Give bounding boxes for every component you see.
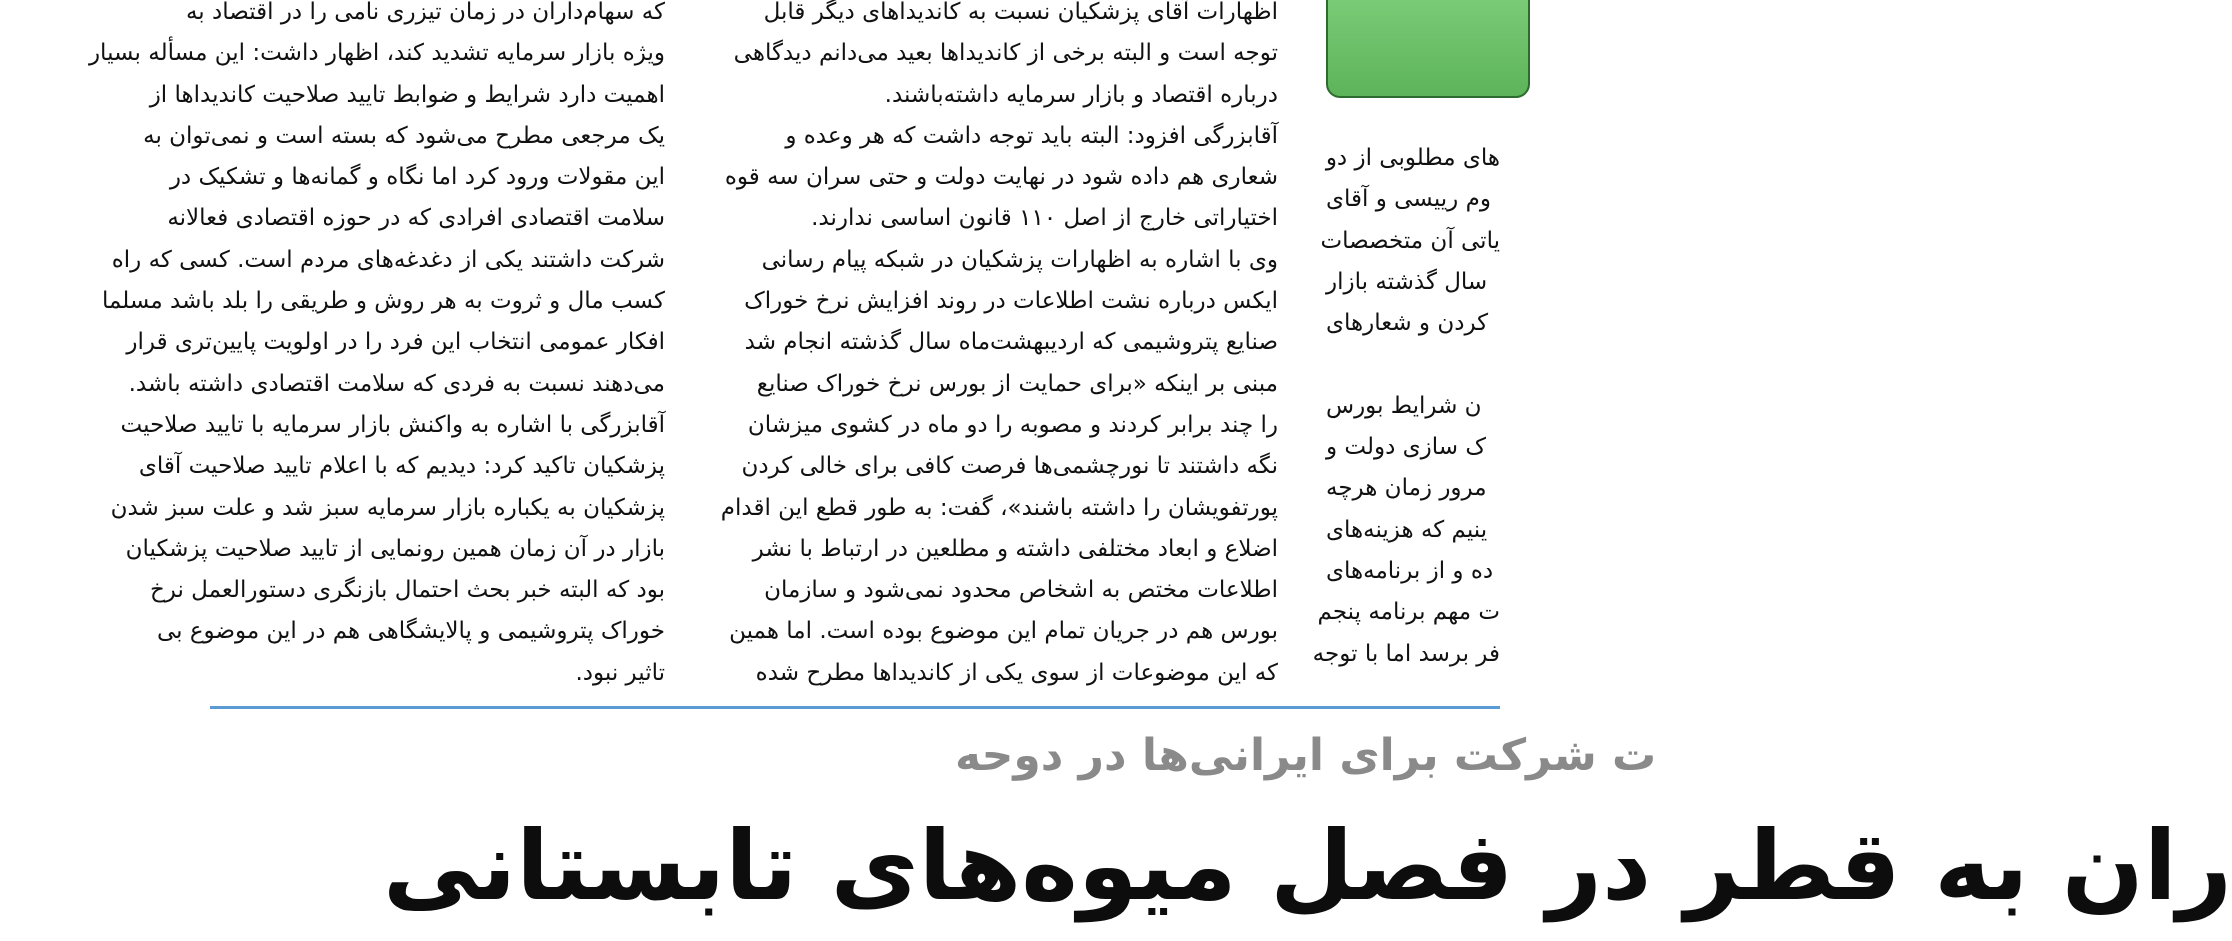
article-column-middle [712, 0, 1278, 694]
text-line: یک مرجعی مطرح می‌شود که بسته است و نمی‌توان به [143, 122, 665, 149]
text-line: های مطلوبی از دو [1325, 145, 1500, 171]
text-line: اختیاراتی خارج از اصل ۱۱۰ قانون اساسی ندارند. [811, 205, 1278, 232]
text-line: شرکت داشتند یکی از دغدغه‌های مردم است. کسی که راه [111, 246, 665, 273]
text-line: افکار عمومی انتخاب این فرد را در اولویت پایین‌تری قرار [126, 329, 665, 356]
text-line: آقابزرگی با اشاره به واکنش بازار سرمایه با تایید صلاحیت [120, 411, 665, 438]
text-line: صنایع پتروشیمی که اردیبهشت‌ماه سال گذشته انجام شد [744, 329, 1278, 356]
article-column-left [88, 0, 665, 694]
text-line: ک سازی دولت و [1326, 434, 1486, 461]
text-line: سال گذشته بازار [1326, 268, 1488, 295]
text-line: را چند برابر کردند و مصوبه را دو ماه در کشوی میزشان [747, 411, 1278, 438]
text-line: اهمیت دارد شرایط و ضوابط تایید صلاحیت کاندیداها از [149, 81, 665, 108]
text-line: ینیم که هزینه‌های [1326, 516, 1488, 543]
green-image-box [1326, 0, 1530, 98]
article-column-right [1312, 138, 1500, 675]
text-line: مبنی بر اینکه «برای حمایت از بورس نرخ خوراک صنایع [756, 370, 1278, 397]
text-line: خوراک پتروشیمی و پالایشگاهی هم در این موضوع بی [156, 618, 665, 645]
text-line: اطلاعات مختص به اشخاص محدود نمی‌شود و سازمان [764, 577, 1278, 604]
headline-text: ران به قطر در فصل میوه‌های تابستانی [383, 810, 2232, 922]
text-line: توجه است و البته برخی از کاندیداها بعید می‌دانم دیدگاهی [733, 40, 1278, 67]
text-line: پورتفویشان را داشته باشند»، گفت: به طور قطع این اقدام [720, 494, 1278, 521]
text-line: یاتی آن متخصصات [1320, 227, 1500, 254]
text-line: درباره اقتصاد و بازار سرمایه داشته‌باشند. [884, 81, 1278, 108]
text-line: پزشکیان تاکید کرد: دیدیم که با اعلام تایید صلاحیت آقای [138, 453, 665, 480]
text-line: این مقولات ورود کرد اما نگاه و گمانه‌ها و تشکیک در [169, 164, 665, 191]
text-line: کردن و شعارهای [1326, 310, 1489, 337]
article-subheadline [0, 722, 1657, 792]
text-line: وم رییسی و آقای [1326, 186, 1491, 213]
article-headline [0, 800, 2232, 941]
text-line [1326, 344, 1500, 385]
text-line: ده و از برنامه‌های [1326, 557, 1494, 584]
text-line: که این موضوعات از سوی یکی از کاندیداها مطرح شده [755, 659, 1278, 686]
text-line: تاثیر نبود. [575, 659, 665, 686]
text-line: سلامت اقتصادی افرادی که در حوزه اقتصادی فعالانه [167, 205, 665, 232]
text-line: ن شرایط بورس [1326, 392, 1482, 419]
text-line: می‌دهند نسبت به فردی که سلامت اقتصادی داشته باشد. [128, 370, 665, 397]
text-line: وی با اشاره به اظهارات پزشکیان در شبکه پیام رسانی [761, 246, 1278, 273]
text-line: بورس هم در جریان تمام این موضوع بوده است. اما همین [729, 618, 1278, 645]
text-line: که سهام‌داران در زمان تیزری نامی را در اقتصاد به [185, 0, 665, 25]
text-line: شعاری هم داده شود در نهایت دولت و حتی سران سه قوه [724, 164, 1278, 191]
text-line: بود که البته خبر بحث احتمال بازنگری دستورالعمل نرخ [149, 577, 665, 604]
text-line: بازار در آن زمان همین رونمایی از تایید صلاحیت پزشکیان [125, 535, 665, 562]
text-line: کسب مال و ثروت به هر روش و طریقی را بلد باشد مسلما [101, 288, 665, 315]
text-line: اضلاع و ابعاد مختلفی داشته و مطلعین در ارتباط با نشر [752, 535, 1278, 562]
text-line: مرور زمان هرچه [1326, 475, 1487, 502]
subheadline-text: ت شرکت برای ایرانی‌ها در دوحه [955, 730, 1657, 781]
text-line: پزشکیان به یکباره بازار سرمایه سبز شد و علت سبز شدن [110, 494, 665, 521]
text-line: ت مهم برنامه پنجم [1317, 599, 1500, 626]
text-line: اظهارات آقای پزشکیان نسبت به کاندیداهای دیگر قابل [763, 0, 1278, 25]
text-line: نگه داشتند تا نورچشمی‌ها فرصت کافی برای خالی کردن [741, 453, 1278, 480]
text-line: ویژه بازار سرمایه تشدید کند، اظهار داشت: این مسأله بسیار [88, 40, 665, 67]
text-line: ایکس درباره نشت اطلاعات در روند افزایش نرخ خوراک [744, 288, 1278, 315]
text-line: فر برسد اما با توجه [1312, 640, 1500, 667]
text-line: آقابزرگی افزود: البته باید توجه داشت که هر وعده و [785, 122, 1278, 149]
section-divider [210, 706, 1500, 709]
